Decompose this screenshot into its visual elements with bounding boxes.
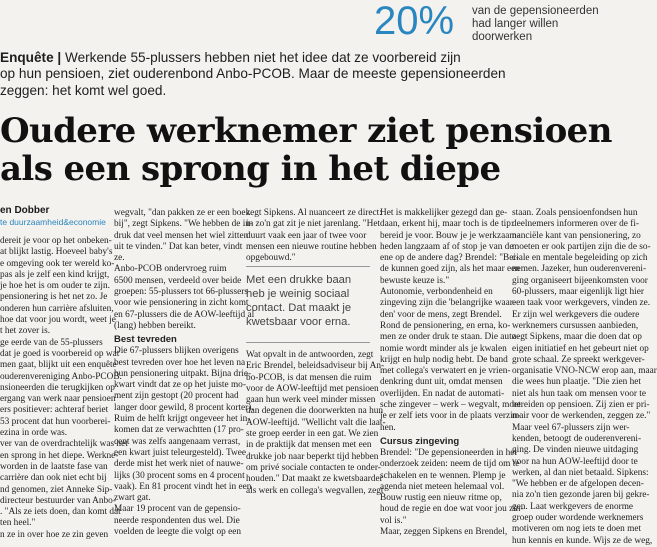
column-text-line: deelnemers informeren over de fi-: [512, 219, 639, 230]
column-text-line: zegt Sipkens. Al nuanceert ze direct:: [246, 208, 382, 218]
column-text-line: derde mist het werk niet of nauwe-: [114, 459, 244, 470]
column-text-line: bereid je voor. Bouw je je werkzaam-: [380, 230, 520, 241]
pull-quote-rule: [246, 342, 370, 343]
article-column-3-top: [246, 208, 382, 264]
pull-quote-line: Met een drukke baan: [246, 274, 352, 286]
column-text-line: neerde respondenten dus wel. Die: [114, 515, 240, 526]
column-text-line: onderzoek zeiden: neem de tijd om te: [380, 459, 520, 470]
stat-caption-line: had langer willen: [472, 18, 559, 30]
column-text-line: nanciële kant van pensionering, zo: [512, 230, 641, 241]
column-text-line: die wees hun plaatje. "Die zien het: [512, 377, 641, 388]
column-text-line: Autonomie, verbondenheid en: [380, 287, 493, 298]
column-text-line: groep ouder wordende werknemers: [512, 513, 644, 524]
column-text-line: werken, al dan niet betaald. Sipkens:: [512, 467, 649, 478]
column-text-line: Die 67-plussers blijken overigens: [114, 346, 239, 357]
column-text-line: je hoe het is om ouder te zijn.: [0, 281, 110, 292]
article-intro: [0, 50, 626, 99]
column-text-line: t het zover is.: [0, 326, 51, 337]
column-text-line: Anbo-PCOB ondervroeg ruim: [114, 264, 227, 275]
headline-line: Oudere werknemer ziet pensioen: [0, 111, 612, 151]
column-text-line: ciale en mentale begeleiding op zich: [512, 253, 648, 264]
article-headline: [0, 112, 640, 188]
pull-quote-line: heb je weinig sociaal: [246, 288, 350, 300]
column-text-line: e omgeving ook ter wereld ko-: [0, 258, 115, 269]
column-text-line: een kwart juist teleurgesteld). Twee: [114, 447, 246, 458]
stat-caption-line: doorwerken: [472, 31, 533, 43]
column-text-line: nd genomen, ziet Anneke Sip-: [0, 484, 113, 495]
column-text-line: gaan hun werk veel minder missen: [246, 395, 376, 406]
column-text-line: druk dat veel mensen het wiel zitten: [114, 230, 249, 241]
column-text-line: AOW-leeftijd. "Wellicht valt die laat-: [246, 417, 386, 428]
column-text-line: lijks (30 procent soms en 4 procent: [114, 470, 245, 481]
column-text-line: kenden, betoogt de ouderenvereni-: [512, 433, 642, 444]
section-label: Enquête |: [0, 50, 62, 65]
column-subheading: Best tevreden: [114, 334, 177, 346]
intro-line: zeggen: het komt wel goed.: [0, 82, 167, 98]
stat-number: 20%: [374, 0, 455, 43]
column-text-line: in de praktijk dat mensen met een: [246, 440, 372, 451]
column-text-line: opgebouwd.": [246, 253, 296, 264]
column-text-line: ge eerde van de 55-plussers: [0, 337, 103, 348]
column-text-line: niet als hun taak om mensen voor te: [512, 388, 646, 399]
column-text-line: eigen initiatief en het gebeurt niet op: [512, 343, 649, 354]
column-text-line: onderen hun carrière afsluiten,: [0, 303, 114, 314]
column-text-line: duurt vaak een jaar of twee voor: [246, 230, 367, 241]
column-text-line: voor na hun AOW-leeftijd door te: [512, 456, 638, 467]
column-text-line: grote schaal. Ze spreekt werkgever-: [512, 354, 645, 365]
pull-quote: [246, 266, 370, 329]
column-text-line: overlijden. En nadat de automati-: [380, 388, 505, 399]
column-text-line: in zo'n gat zit je niet jarenlang. "Het: [246, 219, 381, 230]
column-text-line: nen.: [380, 422, 396, 433]
column-text-line: Ruim de helft krijgt ongeveer het in-: [114, 414, 251, 425]
column-text-line: cent was zelfs aangenaam verrast,: [114, 436, 241, 447]
column-text-line: pensionering is het net zo. Je: [0, 292, 108, 303]
column-text-line: Maar 19 procent van de gepensio-: [114, 504, 241, 515]
column-text-line: Eric Brendel, beleidsadviseur bij An-: [246, 361, 385, 372]
column-text-line: (lang) hebben bereikt.: [114, 320, 196, 331]
column-text-line: ene op de andere dag? Brendel: "Bei-: [380, 253, 520, 264]
column-text-line: staan. Zoals pensioenfondsen hun: [512, 208, 638, 218]
column-text-line: ment zijn gestopt (20 procent had: [114, 391, 239, 402]
column-text-line: motiveren om nog iets te doen met: [512, 524, 642, 535]
column-text-line: ging. De vinden nieuwe uitdaging: [512, 445, 639, 456]
column-text-line: een taak voor werkgevers, vinden ze.: [512, 298, 651, 309]
column-text-line: agenda niet meteen helemaal vol.: [380, 481, 505, 492]
column-text-line: met collega's verwatert en je vrien-: [380, 366, 511, 377]
column-text-line: uit te vinden." Dat kan beter, vindt: [114, 241, 243, 252]
column-text-line: sche zingever – werk – wegvalt, moet: [380, 400, 521, 411]
column-text-line: 6500 mensen, verdeeld over beide: [114, 275, 242, 286]
column-text-line: bereiden op pensioen. Zij zien er pri-: [512, 400, 650, 411]
column-text-line: de kunnen goed zijn, als het maar een: [380, 264, 520, 275]
column-text-line: ging organiseert bijeenkomsten voor: [512, 275, 648, 286]
byline-department: te duurzaamheid&economie: [0, 217, 106, 227]
column-text-line: voelden de leegte die volgt op een: [114, 527, 242, 538]
column-text-line: Wat opvalt in de antwoorden, zegt: [246, 350, 374, 360]
column-text-line: nsioneerden die terugkijken op: [0, 382, 115, 393]
headline-line: als een sprong in het diepe: [0, 149, 501, 189]
column-text-line: nomie wordt minder als je kwalen: [380, 343, 507, 354]
article-column-2: [114, 208, 255, 538]
column-text-line: at blijkt lastig. Hoeveel baby's: [0, 247, 113, 258]
column-text-line: ze.: [114, 253, 125, 264]
stat-caption-line: van de gepensioneerden: [472, 5, 599, 17]
column-text-line: dereit je voor op het onbeken-: [0, 236, 112, 246]
column-text-line: denkring dunt uit, omdat mensen: [380, 377, 503, 388]
byline: [0, 205, 106, 228]
column-text-line: bewuste keuze is.": [380, 275, 450, 286]
column-text-line: werknemers cursussen aanbieden,: [512, 320, 639, 331]
column-text-line: carrière dan ook niet echt bij: [0, 473, 107, 484]
article-column-3-bottom: [246, 350, 386, 497]
column-text-line: schakelen en te wennen. Plemp je: [380, 470, 506, 481]
column-text-line: directeur bestuurder van Anbo-: [0, 495, 116, 506]
column-text-line: groepen: 55-plussers tot 66-plussers: [114, 287, 249, 298]
column-text-line: hun kennis en kunde. Wijs ze de weg,: [512, 535, 653, 546]
stat-callout: [0, 0, 640, 46]
column-text-line: Er zijn wel werkgevers die oudere: [512, 309, 640, 320]
column-text-line: best tevreden over hoe het leven na: [114, 357, 246, 368]
column-text-line: je er zelf iets voor in de plaats verzin-: [380, 411, 521, 422]
column-text-line: houden." Dat maakt ze kwetsbaarder: [246, 474, 383, 485]
column-subheading: Cursus zingeving: [380, 435, 460, 447]
column-text-line: drukke job naar beperkt tijd hebben: [246, 451, 379, 462]
column-text-line: ers positiever: achteraf beriet: [0, 405, 109, 416]
column-text-line: men ze onder druk te staan. Die auto-: [380, 332, 520, 343]
pull-quote-line: kwetsbaar voor erna.: [246, 316, 351, 328]
article-column-4: [380, 208, 524, 538]
article-column-1: [0, 236, 128, 541]
column-text-line: dat je goed is voorbereid op wat: [0, 348, 120, 359]
byline-author: en Dobber: [0, 205, 50, 216]
column-text-line: en 67-plussers die de AOW-leeftijd al: [114, 309, 255, 320]
column-text-line: gen. Laat werkgevers de enorme: [512, 501, 634, 512]
column-text-line: wegvalt, "dan pakken ze er een boek: [114, 208, 251, 218]
column-text-line: zingeving zijn die 'belangrijke waar-: [380, 298, 516, 309]
column-text-line: houd de regie en doe wat voor jou zin-: [380, 504, 524, 515]
column-text-line: 53 procent dat hun voorberei-: [0, 416, 111, 427]
column-text-line: worden in de laatste fase van: [0, 461, 108, 472]
column-text-line: ezina in orde was.: [0, 428, 68, 439]
column-text-line: krijgt en hulp nodig hebt. De band: [380, 354, 508, 365]
column-text-line: "We hebben er de afgelopen decen-: [512, 479, 644, 490]
column-text-line: bij", zegt Sipkens. "We hebben de in-: [114, 219, 254, 230]
column-text-line: Maar veel 67-plussers zijn wer-: [512, 422, 630, 433]
column-text-line: langer door gewild, 8 procent korter).: [114, 402, 254, 413]
column-text-line: den' voor de mens, zegt Brendel.: [380, 309, 502, 320]
column-text-line: vaak). En 81 procent vindt het in een: [114, 481, 252, 492]
column-text-line: nia zo'n tien gezonde jaren bij gekre-: [512, 490, 650, 501]
column-text-line: hun pensionering uitpakt. Bijna drie-: [114, 368, 252, 379]
column-text-line: Brendel: "De gepensioneerden in het: [380, 447, 518, 458]
column-text-line: mensen een nieuwe routine hebben: [246, 241, 377, 252]
column-text-line: om privé sociale contacten te onder-: [246, 462, 381, 473]
column-text-line: pas als je zelf een kind krijgt,: [0, 269, 110, 280]
column-text-line: Bouw rustig een nieuw ritme op,: [380, 493, 502, 504]
column-text-line: als werk en collega's wegvallen, zegt: [246, 485, 384, 496]
column-text-line: ste groep eerder in een gat. We zien: [246, 429, 379, 440]
column-text-line: en sprong in het diepe. Werkne-: [0, 450, 119, 461]
column-text-line: n ze in over hoe ze zin geven: [0, 529, 109, 540]
column-text-line: bo-PCOB, is dat mensen die ruim: [246, 372, 372, 383]
column-text-line: dan degenen die doorwerkten na hun: [246, 406, 384, 417]
intro-line: op hun pensioen, ziet ouderenbond Anbo-PCOB. Maar de meeste gepensioneerden: [0, 66, 506, 82]
column-text-line: ten heel.": [0, 518, 36, 529]
article-column-5: [512, 208, 657, 547]
column-text-line: organisatie VNO-NCW erop aan, maar: [512, 366, 657, 377]
column-text-line: nemen. Jazeker, hun ouderenvereni-: [512, 264, 647, 275]
column-text-line: 60-plussers, maar eigenlijk ligt hier: [512, 287, 644, 298]
column-text-line: ergang van werk naar pensioen: [0, 394, 116, 405]
column-text-line: voor wie pensionering in zicht komt: [114, 298, 249, 309]
column-text-line: hoe dat voor jou wordt, weet je: [0, 315, 116, 326]
column-text-line: men gaat, blijkt uit een enquête: [0, 360, 117, 371]
column-text-line: heden langzaam af of stop je van de: [380, 241, 514, 252]
column-text-line: ver van de overdrachtelijk was het: [0, 439, 128, 450]
column-text-line: kwart vindt dat ze op het juiste mo-: [114, 380, 246, 391]
stat-caption: [472, 5, 599, 44]
column-text-line: vol is.": [380, 515, 407, 526]
column-text-line: Het is makkelijker gezegd dan ge-: [380, 208, 508, 218]
column-text-line: voor de AOW-leeftijd met pensioen: [246, 383, 379, 394]
column-text-line: mair voor de werkenden, zeggen ze.": [512, 411, 651, 422]
column-text-line: daan, erkent hij, maar toch is de tip:: [380, 219, 514, 230]
column-text-line: Rond de pensionering, en erna, ko-: [380, 320, 511, 331]
column-text-line: zegt Sipkens, maar die doen dat op: [512, 332, 642, 343]
column-text-line: komen dat ze verwachtten (17 pro-: [114, 425, 244, 436]
column-text-line: zwart gat.: [114, 493, 151, 504]
column-text-line: moeten er ook partijen zijn die de so-: [512, 241, 651, 252]
intro-line: Werkende 55-plussers hebben niet het idee dat ze voorbereid zijn: [61, 50, 461, 65]
column-text-line: ouderenvereniging Anbo-PCOB.: [0, 371, 122, 382]
pull-quote-line: contact. Dat maakt je: [246, 302, 352, 314]
column-text-line: . "Als ze iets doen, dan komt dat: [0, 507, 121, 518]
column-text-line: Maar, zeggen Sipkens en Brendel,: [380, 527, 508, 538]
